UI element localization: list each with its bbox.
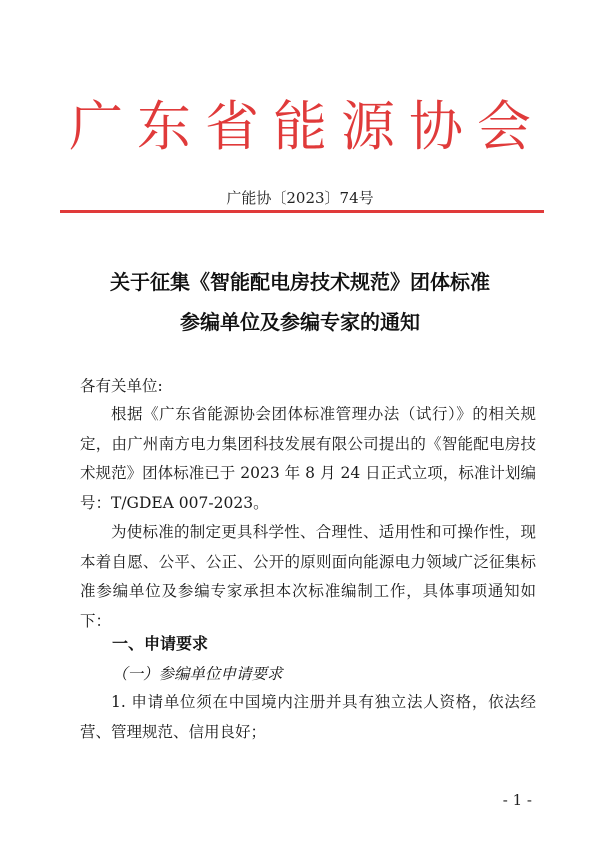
document-number: 广能协〔2023〕74号 [226,189,374,207]
section-heading-1: 一、申请要求 [112,634,209,653]
subsection-heading-1: （一）参编单位申请要求 [112,665,283,683]
organization-name-header: 广东省能源协会 [69,95,545,158]
page-number: - 1 - [502,791,532,809]
paragraph-1: 根据《广东省能源协会团体标准管理办法（试行）》的相关规定，由广州南方电力集团科技发展有限公司提出的《智能配电房技术规范》团体标准已于 2023 年 8 月 24 日正式立项，标准计划编号：T/GDEA 007-2023。 [80,405,536,512]
salutation: 各有关单位: [80,377,163,395]
notice-title-line-1: 关于征集《智能配电房技术规范》团体标准 [110,270,490,294]
paragraph-2: 为使标准的制定更具科学性、合理性、适用性和可操作性，现本着自愿、公平、公正、公开的原则面向能源电力领域广泛征集标准参编单位及参编专家承担本次标准编制工作，具体事项通知如下： [80,523,536,630]
notice-title-line-2: 参编单位及参编专家的通知 [180,310,420,334]
requirement-item-1: 1. 申请单位须在中国境内注册并具有独立法人资格，依法经营、管理规范、信用良好； [80,693,536,741]
red-divider-rule [60,210,544,213]
